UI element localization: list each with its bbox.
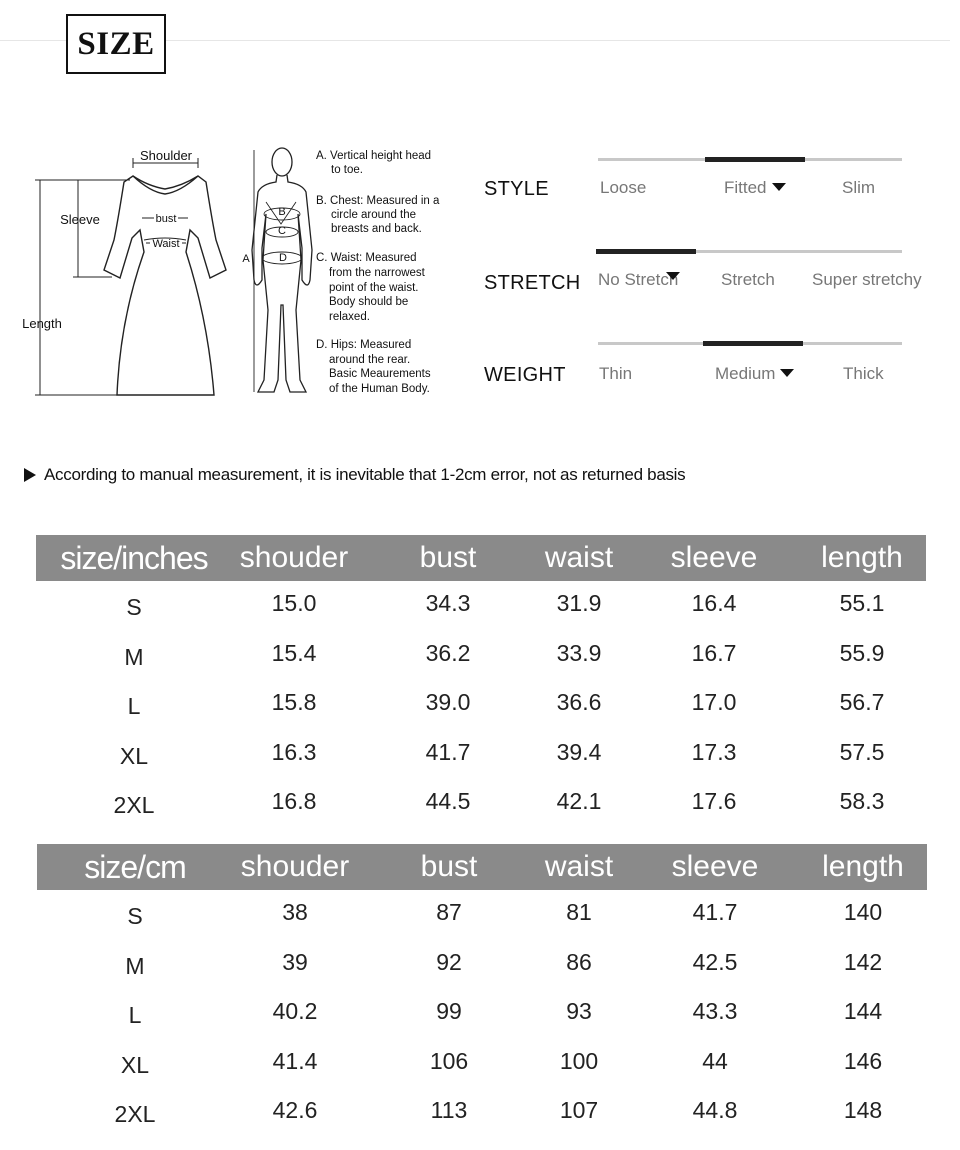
cell-sleeve: 44	[702, 1047, 728, 1074]
note-d-line-1: D. Hips: Measured	[316, 339, 412, 351]
cell-shoulder: 15.0	[271, 590, 317, 616]
note-d-line-4: of the Human Body.	[329, 383, 430, 395]
caret-down-icon	[772, 183, 786, 191]
cell-bust: 99	[436, 998, 462, 1024]
attr-name-style: STYLE	[484, 178, 549, 200]
col-header-sleeve: sleeve	[671, 850, 759, 883]
body-label-b: B	[278, 206, 286, 218]
table-row	[37, 989, 927, 1039]
cell-size: S	[126, 594, 142, 620]
attr-selected-segment-style	[705, 157, 805, 162]
attr-option-super-stretchy: Super stretchy	[812, 270, 922, 289]
body-figure	[252, 148, 312, 392]
note-d-line-3: Basic Meaurements	[329, 368, 431, 380]
attr-row-stretch	[484, 250, 944, 310]
table-row	[37, 890, 927, 940]
col-header-length: length	[822, 850, 904, 883]
note-a-line-1: A. Vertical height head	[316, 150, 432, 162]
cell-shoulder: 40.2	[272, 998, 318, 1024]
dress-label-length: Length	[22, 316, 62, 331]
note-b-line-3: breasts and back.	[331, 223, 422, 235]
cell-bust: 113	[430, 1097, 468, 1123]
cell-size: XL	[119, 742, 149, 769]
table-row	[36, 680, 926, 730]
cell-size: 2XL	[113, 792, 155, 818]
cell-shoulder: 41.4	[272, 1047, 318, 1074]
note-c-line-3: point of the waist.	[329, 282, 419, 294]
attr-option-stretch: Stretch	[721, 270, 775, 289]
attr-option-loose: Loose	[600, 178, 647, 197]
cell-sleeve: 43.3	[692, 998, 738, 1024]
col-header-bust: bust	[419, 541, 477, 574]
top-divider	[166, 40, 950, 41]
table-header	[37, 844, 927, 890]
cell-sleeve: 17.6	[691, 788, 737, 814]
col-header-bust: bust	[420, 850, 478, 883]
note-b-line-2: circle around the	[331, 209, 417, 221]
cell-length: 58.3	[839, 788, 885, 814]
cell-waist: 100	[559, 1047, 599, 1074]
body-label-d: D	[279, 252, 287, 264]
dress-label-shoulder: Shoulder	[139, 148, 193, 163]
cell-size: L	[127, 693, 141, 719]
table-row	[37, 1039, 927, 1089]
attr-option-fitted-label: Fitted	[724, 178, 767, 197]
col-header-length: length	[821, 541, 903, 574]
size-table-inches	[36, 535, 926, 829]
attr-row-weight	[484, 342, 944, 402]
body-label-c: C	[278, 225, 286, 237]
top-divider-left	[0, 40, 66, 41]
cell-sleeve: 17.0	[691, 689, 737, 715]
cell-shoulder: 42.6	[272, 1097, 318, 1123]
cell-shoulder: 39	[282, 948, 308, 975]
col-header-shoulder: shouder	[240, 850, 350, 883]
table-row	[37, 1088, 927, 1138]
triangle-right-icon	[24, 468, 36, 482]
cell-sleeve: 42.5	[692, 948, 738, 975]
dress-illustration	[104, 176, 226, 395]
cell-shoulder: 15.8	[271, 689, 317, 715]
cell-sleeve: 16.4	[691, 590, 737, 616]
cell-length: 56.7	[839, 689, 885, 715]
note-c-line-5: relaxed.	[329, 311, 370, 323]
cell-size: M	[124, 643, 144, 670]
attr-option-no-stretch: No Stretch	[598, 270, 679, 289]
cell-shoulder: 15.4	[271, 639, 317, 666]
cell-sleeve: 16.7	[691, 639, 737, 666]
cell-waist: 36.6	[556, 689, 602, 715]
col-header-size: size/cm	[84, 849, 186, 885]
cell-size: L	[128, 1002, 142, 1028]
dress-label-sleeve: Sleeve	[60, 212, 100, 227]
cell-bust: 92	[436, 948, 462, 975]
cell-waist: 86	[566, 948, 592, 975]
cell-waist: 31.9	[556, 590, 602, 616]
page-title-text: SIZE	[77, 25, 155, 62]
attr-option-slim: Slim	[842, 178, 876, 197]
cell-length: 140	[843, 899, 883, 925]
note-a-line-2: to toe.	[331, 164, 363, 176]
cell-size: 2XL	[114, 1101, 156, 1127]
col-header-size: size/inches	[60, 540, 208, 576]
table-row	[36, 779, 926, 829]
cell-bust: 36.2	[425, 639, 471, 666]
cell-length: 146	[843, 1047, 883, 1074]
cell-length: 55.9	[839, 639, 885, 666]
col-header-shoulder: shouder	[239, 541, 349, 574]
cell-length: 55.1	[839, 590, 885, 616]
measurement-note-text: According to manual measurement, it is inevitable that 1-2cm error, not as returned basis	[44, 465, 686, 484]
cell-size: M	[125, 952, 145, 979]
cell-size: S	[127, 903, 143, 929]
table-header	[36, 535, 926, 581]
note-c-line-1: C. Waist: Measured	[316, 252, 417, 264]
cell-sleeve: 41.7	[692, 899, 738, 925]
table-row	[36, 581, 926, 631]
attr-selected-segment-stretch	[596, 249, 696, 254]
attr-selected-segment-weight	[703, 341, 803, 346]
caret-down-icon	[666, 272, 680, 280]
cell-length: 144	[843, 998, 883, 1024]
attr-option-medium-label: Medium	[715, 364, 776, 383]
attr-name-weight: WEIGHT	[484, 364, 566, 386]
cell-waist: 81	[566, 899, 592, 925]
cell-bust: 106	[429, 1047, 469, 1074]
attr-row-style	[484, 158, 944, 218]
measurement-notes	[316, 150, 440, 395]
body-label-a: A	[242, 253, 250, 265]
table-row	[36, 730, 926, 780]
cell-waist: 42.1	[556, 788, 602, 814]
cell-waist: 33.9	[556, 639, 602, 666]
cell-bust: 87	[436, 899, 462, 925]
dress-label-waist: Waist	[152, 238, 180, 250]
note-c-line-2: from the narrowest	[329, 267, 425, 279]
cell-waist: 39.4	[556, 738, 602, 765]
note-b-line-1: B. Chest: Measured in a	[316, 195, 440, 207]
attr-option-fitted	[724, 178, 786, 198]
cell-length: 148	[843, 1097, 883, 1123]
cell-shoulder: 16.3	[271, 738, 317, 765]
cell-bust: 41.7	[425, 738, 471, 765]
attr-option-thin: Thin	[599, 364, 633, 383]
cell-bust: 44.5	[425, 788, 471, 814]
attr-option-thick: Thick	[843, 364, 884, 383]
table-row	[36, 631, 926, 681]
col-header-waist: waist	[544, 850, 614, 883]
cell-size: XL	[120, 1051, 150, 1078]
table-row	[37, 940, 927, 990]
attribute-scales	[484, 150, 944, 410]
col-header-waist: waist	[544, 541, 614, 574]
note-d-line-2: around the rear.	[329, 354, 411, 366]
measurement-diagram	[0, 130, 460, 410]
caret-down-icon	[780, 369, 794, 377]
attr-name-stretch: STRETCH	[484, 272, 581, 294]
cell-waist: 93	[566, 998, 592, 1024]
cell-shoulder: 38	[282, 899, 308, 925]
cell-waist: 107	[559, 1097, 599, 1123]
cell-bust: 34.3	[425, 590, 471, 616]
cell-shoulder: 16.8	[271, 788, 317, 814]
attr-option-medium	[715, 364, 794, 384]
dress-label-bust: bust	[155, 213, 177, 225]
measurement-diagram-svg	[0, 130, 460, 410]
size-table-cm	[37, 844, 927, 1138]
page-title	[66, 14, 166, 74]
note-c-line-4: Body should be	[329, 296, 409, 308]
cell-sleeve: 44.8	[692, 1097, 738, 1123]
measurement-note	[24, 465, 685, 485]
cell-length: 142	[843, 948, 883, 975]
cell-length: 57.5	[839, 738, 885, 765]
col-header-sleeve: sleeve	[670, 541, 758, 574]
cell-sleeve: 17.3	[691, 738, 737, 765]
cell-bust: 39.0	[425, 689, 471, 715]
